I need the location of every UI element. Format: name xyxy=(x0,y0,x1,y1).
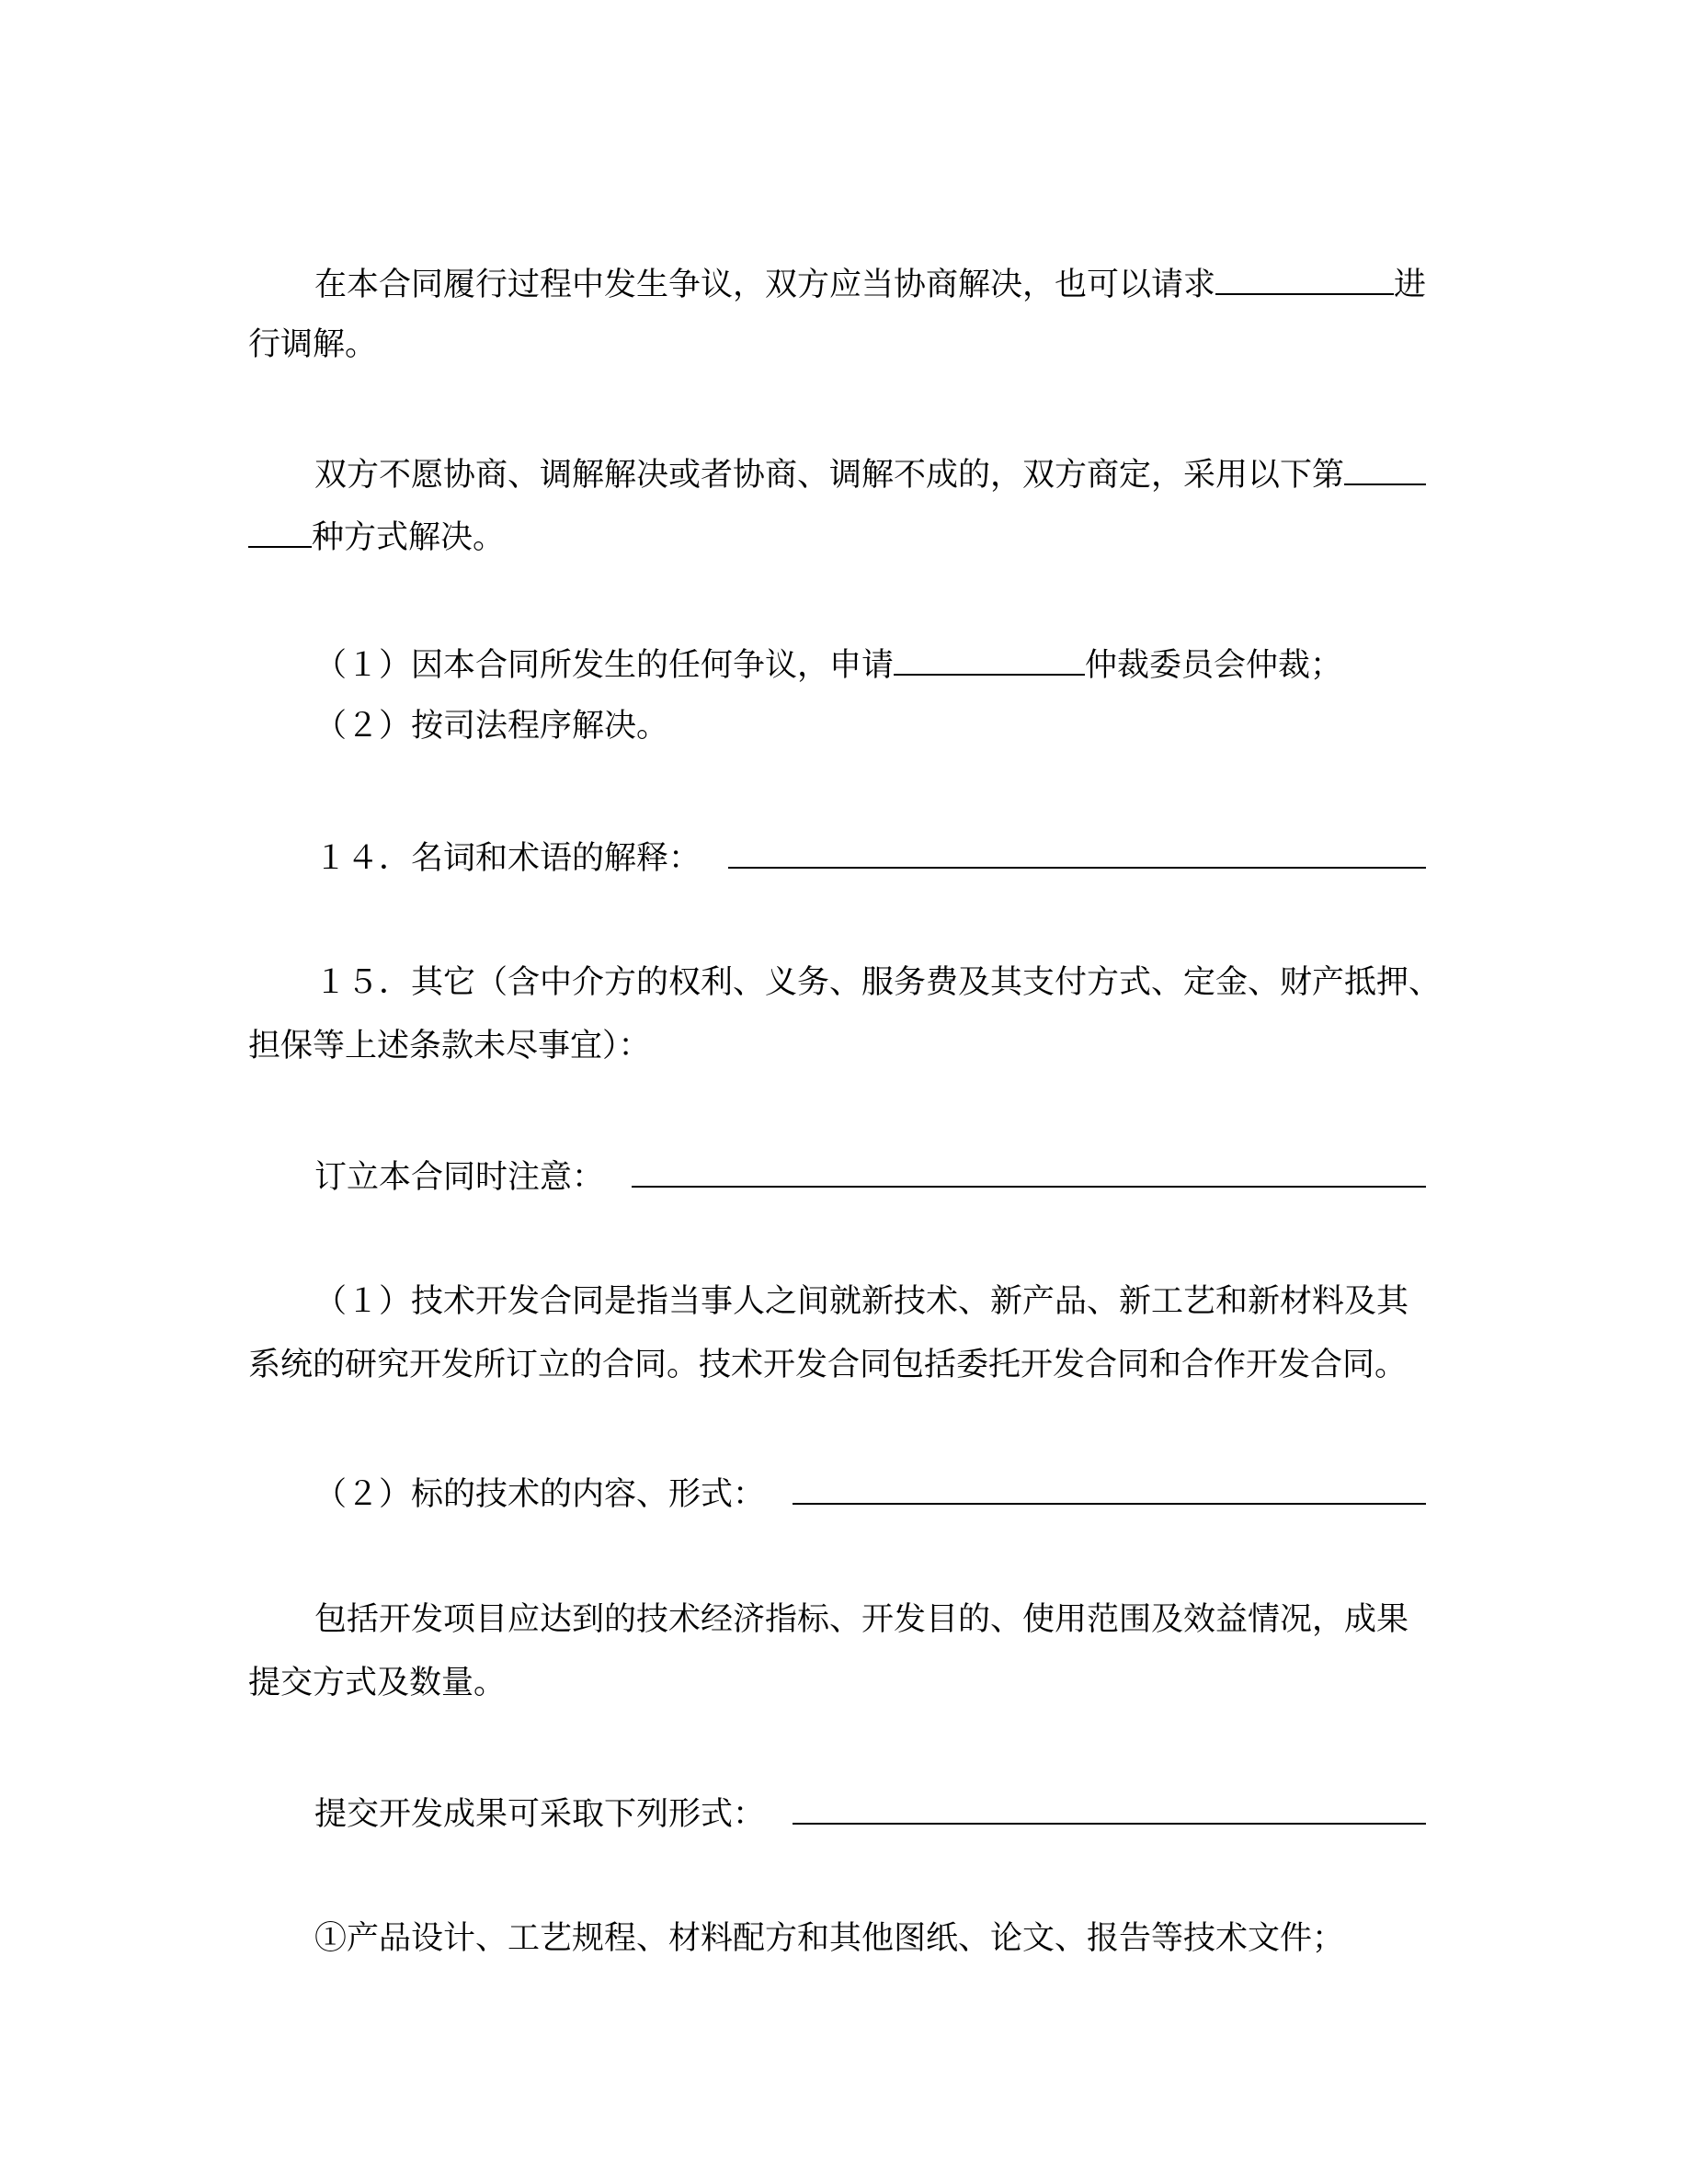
clause-14 xyxy=(314,834,1426,878)
subject-blank xyxy=(793,1470,1426,1505)
mediator-blank xyxy=(1215,260,1394,295)
terms-blank xyxy=(728,834,1426,869)
text: 种方式解决。 xyxy=(312,519,506,556)
text: 在本合同履行过程中发生争议，双方应当协商解决，也可以请求 xyxy=(314,267,1216,303)
text: （１）因本合同所发生的任何争议，申请 xyxy=(314,647,895,684)
note-2 xyxy=(314,1470,1426,1514)
clause-15-line2 xyxy=(248,1024,1426,1068)
text: １５．其它（含中介方的权利、义务、服务费及其支付方式、定金、财产抵押、 xyxy=(314,964,1442,1001)
text: 提交方式及数量。 xyxy=(248,1665,507,1701)
notes-heading xyxy=(314,1153,1426,1197)
note-1-line1 xyxy=(314,1280,1426,1324)
method-number-blank-cont xyxy=(248,513,312,548)
text: 仲裁委员会仲裁； xyxy=(1085,647,1343,684)
paragraph-includes-line1 xyxy=(314,1598,1426,1642)
option-judicial xyxy=(314,704,1426,748)
text: 订立本合同时注意： xyxy=(314,1159,605,1196)
arbitration-blank xyxy=(894,641,1085,676)
text: 进 xyxy=(1393,267,1426,303)
paragraph-method-line2 xyxy=(248,513,1426,557)
method-number-blank xyxy=(1344,450,1426,485)
text: 提交开发成果可采取下列形式： xyxy=(314,1796,766,1833)
paragraph-includes-line2 xyxy=(248,1661,1426,1705)
note-1-line2 xyxy=(248,1343,1426,1387)
option-arbitration xyxy=(314,641,1426,685)
form-item-1 xyxy=(314,1917,1426,1961)
text: 担保等上述条款未尽事宜）： xyxy=(248,1028,651,1064)
paragraph-dispute-line2 xyxy=(248,323,1426,367)
text: １４．名词和术语的解释： xyxy=(314,840,701,877)
text: 双方不愿协商、调解解决或者协商、调解不成的，双方商定，采用以下第 xyxy=(314,457,1345,494)
text: （２）按司法程序解决。 xyxy=(314,708,669,745)
text: 系统的研究开发所订立的合同。技术开发合同包括委托开发合同和合作开发合同。 xyxy=(248,1347,1408,1383)
text: 行调解。 xyxy=(248,326,378,363)
text: （２）标的技术的内容、形式： xyxy=(314,1476,766,1513)
clause-15-line1 xyxy=(314,961,1442,1005)
text: ①产品设计、工艺规程、材料配方和其他图纸、论文、报告等技术文件； xyxy=(314,1920,1345,1957)
deliverable-forms xyxy=(314,1790,1426,1834)
text: 包括开发项目应达到的技术经济指标、开发目的、使用范围及效益情况，成果 xyxy=(314,1601,1409,1638)
paragraph-dispute-line1 xyxy=(314,260,1426,304)
notes-blank xyxy=(632,1153,1426,1188)
forms-blank xyxy=(793,1790,1426,1825)
text: （１）技术开发合同是指当事人之间就新技术、新产品、新工艺和新材料及其 xyxy=(314,1283,1409,1320)
paragraph-method-line1 xyxy=(314,450,1426,495)
